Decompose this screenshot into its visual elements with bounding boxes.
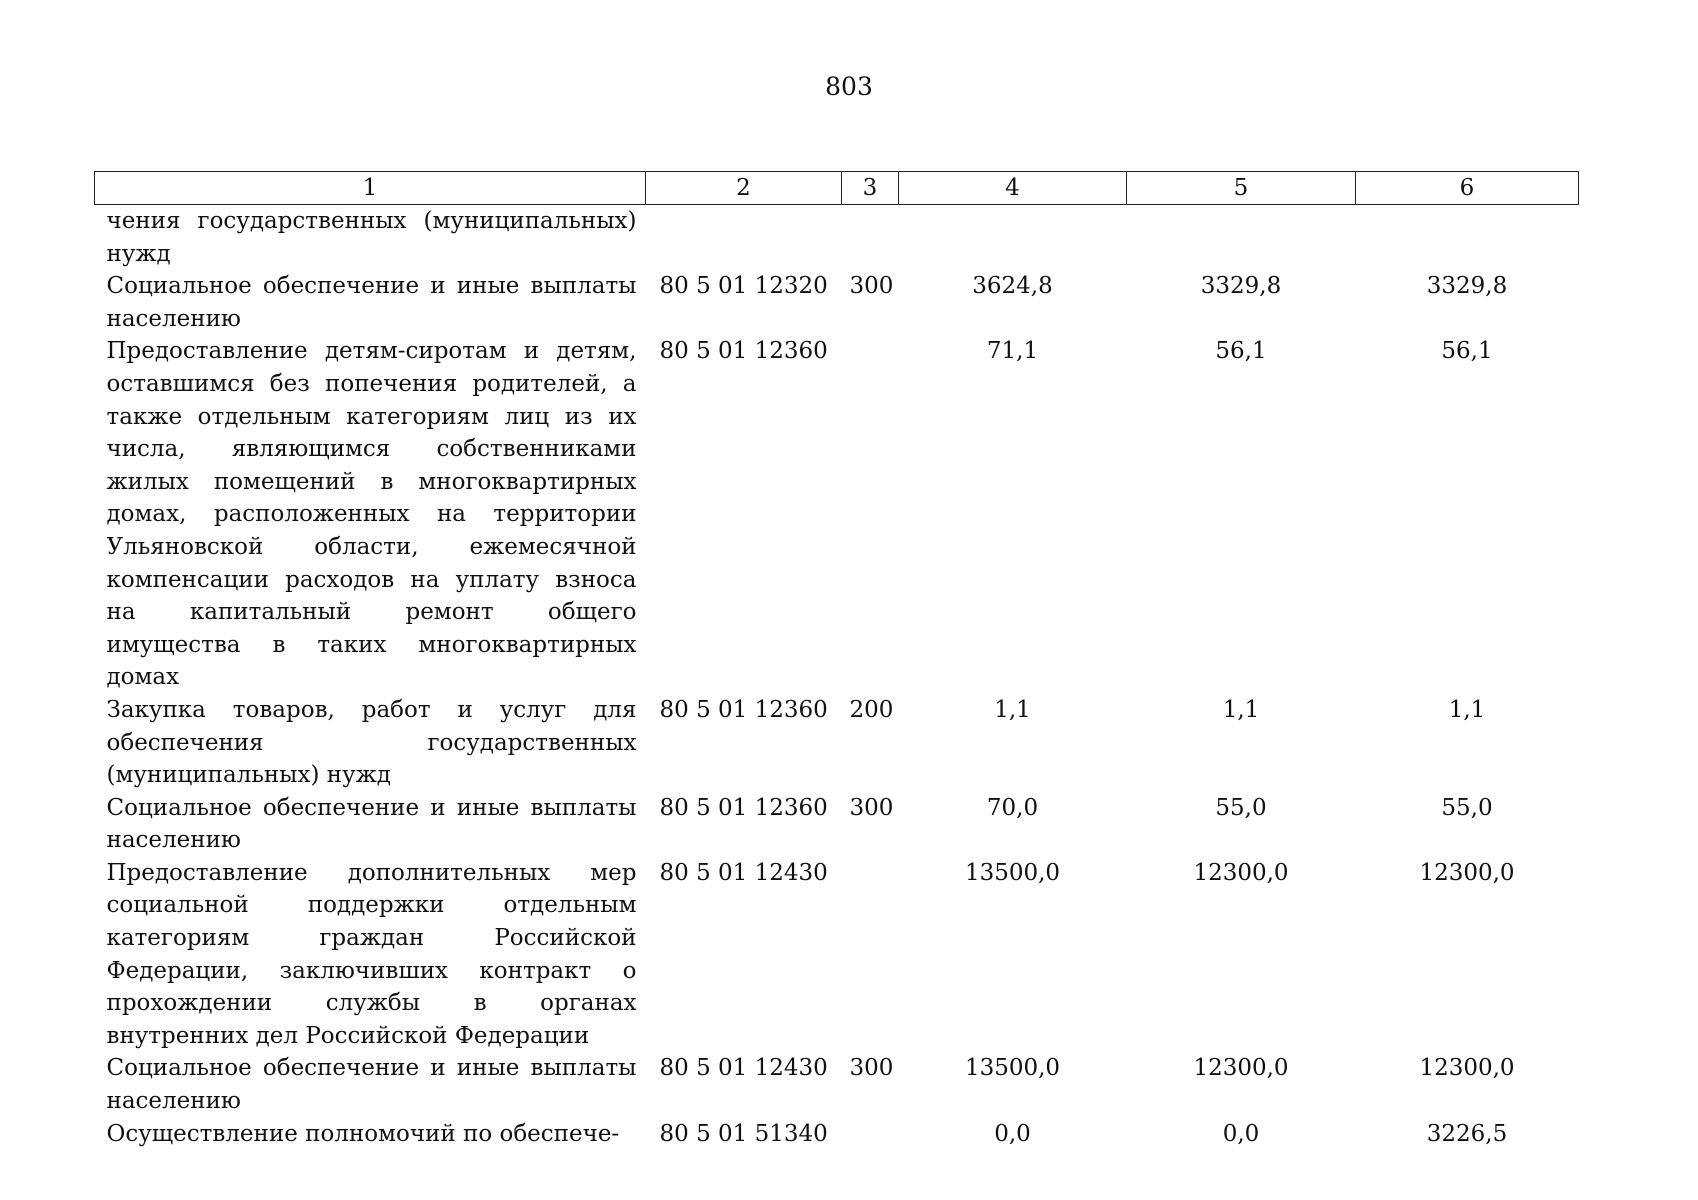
row-name: чения государственных (муниципальных) нужд <box>106 208 637 267</box>
row-target-code: 80 5 01 12360 <box>659 794 828 821</box>
table-row <box>95 694 1579 792</box>
budget-table <box>94 171 1579 1150</box>
header-col-4: 4 <box>899 172 1127 205</box>
row-expense-type: 300 <box>849 1055 894 1082</box>
row-expense-type <box>842 1118 899 1151</box>
table-row <box>95 1052 1579 1117</box>
row-name: Осуществление полномочий по обеспече- <box>106 1120 620 1147</box>
row-amount-1: 0,0 <box>994 1120 1031 1147</box>
row-name: Закупка товаров, работ и услуг для обеспечения государственных (муниципальных) нужд <box>106 696 637 789</box>
row-amount-1: 3624,8 <box>972 273 1053 300</box>
row-amount-1: 71,1 <box>986 338 1039 365</box>
row-name: Социальное обеспечение и иные выплаты населению <box>106 1055 637 1115</box>
row-amount-1: 1,1 <box>994 696 1031 723</box>
row-target-code: 80 5 01 12430 <box>659 1055 828 1082</box>
row-target-code <box>646 205 842 271</box>
row-amount-3: 3329,8 <box>1426 273 1508 300</box>
row-amount-3: 1,1 <box>1448 696 1486 723</box>
row-amount-2: 55,0 <box>1215 794 1267 821</box>
row-name: Социальное обеспечение и иные выплаты населению <box>106 794 637 854</box>
table-row <box>95 857 1579 1053</box>
header-row <box>95 172 1579 205</box>
table-header <box>95 172 1579 205</box>
header-col-6: 6 <box>1356 172 1579 205</box>
row-amount-3: 55,0 <box>1441 794 1493 821</box>
table-row <box>95 205 1579 271</box>
row-amount-2 <box>1127 205 1356 271</box>
row-amount-2: 0,0 <box>1222 1120 1260 1147</box>
table-row <box>95 270 1579 335</box>
row-expense-type <box>842 857 899 1053</box>
row-amount-2: 1,1 <box>1222 696 1260 723</box>
row-name: Предоставление дополнительных мер социальной поддержки отдельным категориям граждан Российской Федерации, заключивших контракт о прохождении службы в органах внутренних дел Российской Федерации <box>106 859 637 1049</box>
table-row <box>95 335 1579 694</box>
row-amount-2: 3329,8 <box>1200 273 1282 300</box>
row-amount-3 <box>1356 205 1579 271</box>
header-col-5: 5 <box>1127 172 1356 205</box>
row-target-code: 80 5 01 12360 <box>659 338 828 365</box>
row-target-code: 80 5 01 12320 <box>659 273 828 300</box>
row-name: Социальное обеспечение и иные выплаты населению <box>106 273 637 332</box>
row-target-code: 80 5 01 12430 <box>659 859 828 886</box>
row-target-code: 80 5 01 51340 <box>659 1120 828 1147</box>
row-expense-type <box>842 205 899 271</box>
row-amount-1: 70,0 <box>986 794 1039 821</box>
row-amount-2: 56,1 <box>1215 338 1267 365</box>
page-number: 803 <box>825 72 873 101</box>
header-col-3: 3 <box>842 172 899 205</box>
header-col-2: 2 <box>646 172 842 205</box>
table-body <box>95 205 1579 1151</box>
row-expense-type: 300 <box>849 794 894 821</box>
row-name: Предоставление детям-сиротам и детям, оставшимся без попечения родителей, а также отдельным категориям лиц из их числа, являющимся собственниками жилых помещений в многоквартирных домах, расположенных на территории Ульяновской области, ежемесячной компенсации расходов на уплату взноса на капитальный ремонт общего имущества в таких многоквартирных домах <box>106 338 637 691</box>
row-amount-1: 13500,0 <box>964 859 1061 886</box>
row-target-code: 80 5 01 12360 <box>659 696 828 723</box>
row-expense-type: 200 <box>849 696 894 723</box>
row-amount-3: 56,1 <box>1441 338 1493 365</box>
row-amount-3: 12300,0 <box>1419 859 1515 886</box>
row-amount-1: 13500,0 <box>964 1055 1061 1082</box>
row-amount-2: 12300,0 <box>1193 1055 1289 1082</box>
table-row <box>95 792 1579 857</box>
header-col-1: 1 <box>95 172 646 205</box>
row-amount-1 <box>899 205 1127 271</box>
table-row <box>95 1118 1579 1151</box>
row-amount-3: 12300,0 <box>1419 1055 1515 1082</box>
row-expense-type <box>842 335 899 694</box>
row-expense-type: 300 <box>849 273 894 300</box>
row-amount-2: 12300,0 <box>1193 859 1289 886</box>
row-amount-3: 3226,5 <box>1426 1120 1508 1147</box>
